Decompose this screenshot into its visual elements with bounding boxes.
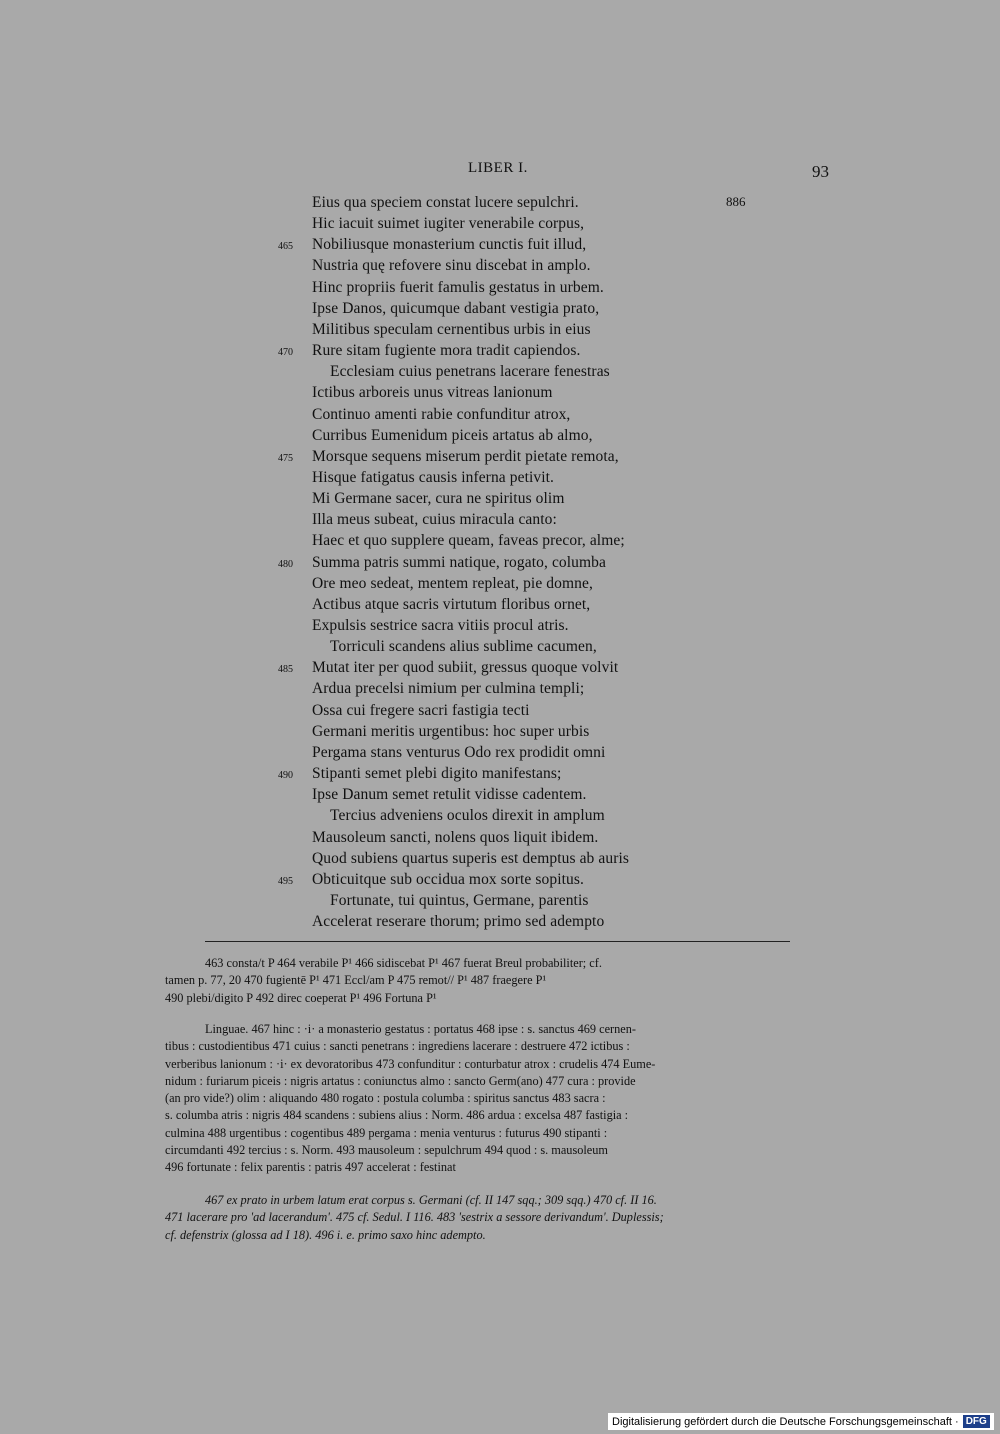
marginal-reference-number: 886: [726, 194, 746, 209]
verse-line: Accelerat reserare thorum; primo sed adempto: [312, 913, 605, 931]
verse-line: Expulsis sestrice sacra vitiis procul atris.: [312, 617, 569, 634]
gloss-line: Linguae. 467 hinc : ·i· a monasterio gestatus : portatus 468 ipse : s. sanctus 469 cernen-: [205, 1022, 636, 1036]
gloss-line: 496 fortunate : felix parentis : patris 497 accelerat : festinat: [165, 1160, 456, 1175]
verse-line: Continuo amenti rabie confunditur atrox,: [312, 405, 571, 423]
verse-line: Ore meo sedeat, mentem repleat, pie domne,: [312, 574, 593, 592]
gloss-line: circumdanti 492 tercius : s. Norm. 493 mausoleum : sepulchrum 494 quod : s. mausoleum: [165, 1143, 608, 1158]
verse-line: Ipse Danum semet retulit vidisse cadentem.: [312, 786, 587, 804]
apparatus-glosses: [165, 1021, 835, 1177]
line-number: 485: [278, 664, 293, 676]
verse-line: Ipse Danos, quicumque dabant vestigia prato,: [312, 299, 600, 317]
apparatus-variants: [165, 955, 835, 1007]
source-line: cf. defenstrix (glossa ad I 18). 496 i. e. primo saxo hinc adempto.: [165, 1227, 486, 1242]
verse-line: Rure sitam fugiente mora tradit capiendos.: [312, 342, 581, 360]
verse-line: Pergama stans venturus Odo rex prodidit omni: [312, 743, 606, 761]
verse-line: Ictibus arboreis unus vitreas lanionum: [312, 384, 553, 402]
verse-line: Hic iacuit suimet iugiter venerabile corpus,: [312, 215, 585, 233]
page-number: 93: [812, 162, 829, 181]
line-number: 470: [278, 347, 293, 359]
verse-line: Torriculi scandens alius sublime cacumen,: [330, 638, 597, 656]
verse-line: Militibus speculam cernentibus urbis in eius: [312, 320, 591, 338]
line-number: 465: [278, 241, 293, 253]
verse-line: Hinc propriis fuerit famulis gestatus in urbem.: [312, 278, 604, 296]
verse-line: Hisque fatigatus causis inferna petivit.: [312, 468, 555, 486]
apparatus-line: 490 plebi/digito P 492 direc coeperat P¹ 496 Fortuna P¹: [165, 990, 437, 1005]
source-line: 471 lacerare pro 'ad lacerandum'. 475 cf. Sedul. I 116. 483 'sestrix a sessore derivandum'. Duplessis;: [165, 1210, 664, 1225]
verse-line: Ardua precelsi nimium per culmina templi;: [312, 680, 585, 698]
verse-line: Illa meus subeat, cuius miracula canto:: [312, 511, 557, 529]
gloss-line: nidum : furiarum piceis : nigris artatus : coniunctus almo : sancto Germ(ano) 477 cura : provide: [165, 1073, 636, 1088]
verse-line: Eius qua speciem constat lucere sepulchri.: [312, 194, 579, 211]
line-number: 490: [278, 770, 293, 782]
verse-line: Germani meritis urgentibus: hoc super urbis: [312, 722, 590, 740]
gloss-line: (an pro vide?) olim : aliquando 480 rogato : postula columba : spiritus sanctus 483 sacra :: [165, 1091, 606, 1106]
verse-line: Obticuitque sub occidua mox sorte sopitus.: [312, 870, 584, 888]
source-line: 467 ex prato in urbem latum erat corpus s. Germani (cf. II 147 sqq.; 309 sqq.) 470 cf. II 16.: [205, 1193, 657, 1207]
verse-line: Mausoleum sancti, nolens quos liquit ibidem.: [312, 828, 599, 846]
verse-line: Fortunate, tui quintus, Germane, parentis: [330, 891, 589, 909]
verse-line: Actibus atque sacris virtutum floribus ornet,: [312, 595, 591, 613]
gloss-line: culmina 488 urgentibus : cogentibus 489 pergama : menia venturus : futurus 490 stipanti :: [165, 1125, 608, 1140]
gloss-line: s. columba atris : nigris 484 scandens : subiens alius : Norm. 486 ardua : excelsa 487 fastigia :: [165, 1108, 629, 1123]
verse-line: Summa patris summi natique, rogato, columba: [312, 553, 607, 571]
verse-line: Haec et quo supplere queam, faveas precor, alme;: [312, 532, 625, 550]
verse-line: Nustria quę refovere sinu discebat in amplo.: [312, 257, 591, 275]
gloss-line: verberibus lanionum : ·i· ex devoratoribus 473 confunditur : conturbatur atrox : crudelis 474 Eume-: [165, 1056, 656, 1071]
verse-line: Mutat iter per quod subiit, gressus quoque volvit: [312, 659, 619, 677]
verse-line: Curribus Eumenidum piceis artatus ab almo,: [312, 426, 593, 444]
gloss-line: tibus : custodientibus 471 cuius : sancti penetrans : ingrediens lacerare : destruere 472 ictibus :: [165, 1039, 630, 1054]
verse-line: Mi Germane sacer, cura ne spiritus olim: [312, 490, 565, 508]
line-number: 480: [278, 558, 293, 570]
verse-line: Nobiliusque monasterium cunctis fuit illud,: [312, 236, 587, 254]
apparatus-divider: [205, 941, 790, 942]
dfg-logo: DFG: [963, 1415, 990, 1428]
verse-line: Ossa cui fregere sacri fastigia tecti: [312, 701, 530, 719]
apparatus-line: 463 consta/t P 464 verabile P¹ 466 sidiscebat P¹ 467 fuerat Breul probabiliter; cf.: [205, 956, 602, 970]
line-number: 475: [278, 452, 293, 464]
verse-line: Morsque sequens miserum perdit pietate remota,: [312, 447, 619, 465]
apparatus-sources: [165, 1192, 835, 1244]
running-head: LIBER I.: [468, 160, 528, 176]
verse-line: Stipanti semet plebi digito manifestans;: [312, 765, 562, 783]
verse-line: Quod subiens quartus superis est demptus ab auris: [312, 849, 630, 867]
funding-footer-text: Digitalisierung gefördert durch die Deutsche Forschungsgemeinschaft ·: [612, 1415, 959, 1428]
apparatus-line: tamen p. 77, 20 470 fugientē P¹ 471 Eccl/am P 475 remot// P¹ 487 fraegere P¹: [165, 973, 547, 988]
verse-line: Ecclesiam cuius penetrans lacerare fenestras: [330, 363, 610, 381]
line-number: 495: [278, 875, 293, 887]
funding-footer: [608, 1413, 994, 1430]
verse-line: Tercius adveniens oculos direxit in amplum: [330, 807, 605, 825]
